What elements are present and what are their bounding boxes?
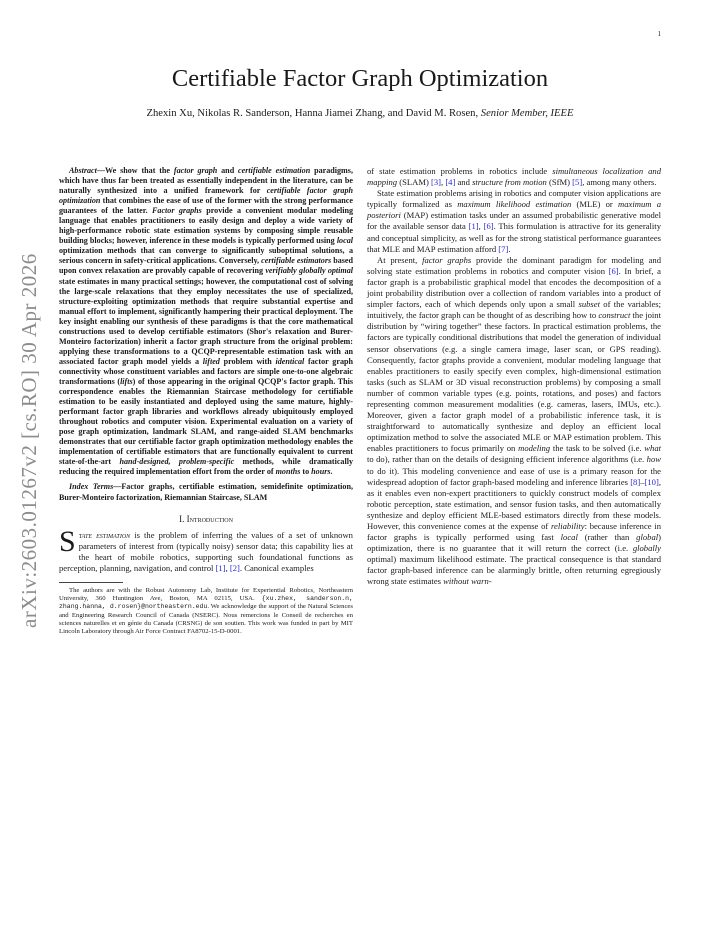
author-role: Senior Member, IEEE <box>480 108 574 119</box>
body-paragraph-1: of state estimation problems in robotics include simultaneous localization and mapping (SLAM) [3], [4] and structure from motion (SfM) [5], among many others. <box>367 166 662 188</box>
citation-link[interactable]: [7] <box>498 243 509 254</box>
author-footnote: The authors are with the Robust Autonomy Lab, Institute for Experiential Robotics, Northeastern University, 360 Huntington Ave, Boston, MA 02115, USA. {xu.zhex, sanderson.n, zhang.hanna, d.rosen}@northeastern.edu. We acknowledge the support of the Natural Sciences and Engineering Research Council of Canada (NSERC). Nous remercions le Conseil de recherches en sciences naturelles et en génie du Canada (CRSNG) de son soutien. This work was funded in part by MIT Lincoln Laboratory through Air Force Contract FA8702-15-D-0001. <box>59 586 353 635</box>
citation-link[interactable]: [1] <box>468 221 479 232</box>
body-paragraph-3: At present, factor graphs provide the dominant paradigm for modeling and solving state estimation problems in robotics and computer vision [6]. In brief, a factor graph is a probabilistic graphical model that encodes the decomposition of a joint probability distribution over a collection of random variables into a product of simpler factors, each of which depends only upon a small subset of the variables; intuitively, the factor graph can be thought of as describing how to construct the joint distribution by “wiring together” these factors. In practical estimation problems, the factors are typically conditional distributions that model the generation of individual sensor observations (e.g. a single camera image, laser scan, or GPS reading). Consequently, factor graphs provide a convenient, modular modeling language that enables practitioners to easily specify even complex, high-dimensional estimation tasks (such as SLAM or 3D visual reconstruction problems) by composing a small number of common variable types (e.g. points, rotations, and poses) and factors representing common measurement modalities (e.g. cameras, lasers, IMUs, etc.). Moreover, given a factor graph model of a probabilistic inference task, it is straightforward to automatically synthesize and deploy an efficient local optimization method to solve the associated MLE or MAP estimation problem. This enables practitioners to focus primarily on modeling the task to be solved (i.e. what to do), rather than on the details of designing efficient inference algorithms (i.e. how to do it). This modeling convenience and ease of use is a primary reason for the widespread adoption of factor graph-based modeling and inference libraries [8]–[10], as it enables even non-expert practitioners to quickly construct models of complex robotic perception, state estimation, and sensor fusion tasks, and then automatically synthesize and deploy efficient MLE-based estimators directly from these models. However, this convenience comes at the expense of reliability: because inference in factor graphs is typically performed using fast local (rather than global) optimization, there is no guarantee that it will return the correct (i.e. globally optimal) maximum likelihood estimate. The practical consequence is that standard factor graph-based inference can be alarmingly brittle, often returning egregiously wrong state estimates without warn- <box>367 254 662 587</box>
footnote-rule <box>59 582 123 583</box>
citation-link[interactable]: [6] <box>483 221 494 232</box>
citation-link[interactable]: [3] <box>430 177 442 188</box>
citation-link[interactable]: [1] <box>215 562 226 573</box>
citation-link[interactable]: [10] <box>644 476 659 487</box>
intro-paragraph: State estimation is the problem of inferring the values of a set of unknown parameters of interest from (typically noisy) sensor data; this capability lies at the heart of mobile robotics, supporting such foundational functions as perception, planning, navigation, and control [1], [2]. Canonical examples <box>59 524 353 573</box>
abstract: Abstract—We show that the factor graph and certifiable estimation paradigms, which have thus far been treated as essentially independent in the literature, can be naturally synthesized into a unified framework for certifiable factor graph optimization that combines the ease of use of the former with the strong performance guarantees of the latter. Factor graphs provide a convenient modular modeling language that enables practitioners to easily design and deploy a wide variety of high-performance robotic state estimation systems by composing simple reusable building blocks; however, inference in these models is typically performed using local optimization methods that can converge to significantly suboptimal solutions, a serious concern in safety-critical applications. Conversely, certifiable estimators based upon convex relaxation are provably capable of recovering verifiably globally optimal state estimates in many practical settings; however, the computational cost of solving the large-scale relaxations that they employ necessitates the use of specialized, structure-exploiting optimization methods that require substantial expertise and manual effort to implement, significantly hampering their practical deployment. The key insight enabling our synthesis of these paradigms is that the core mathematical constructions used to develop certifiable estimators (Shor's relaxation and Burer-Monteiro factorization) inherit a factor graph structure from the original problem: applying these transformations to a QCQP-representable estimation task with an associated factor graph model yields a lifted problem with identical factor graph connectivity whose constituent variables and factors are simple one-to-one algebraic transformations (lifts) of those appearing in the original QCQP's factor graph. This correspondence enables the Riemannian Staircase methodology for certifiable estimation to be easily instantiated and deployed using the same mature, highly-performant factor graph libraries and workflows already ubiquitously employed throughout robotics and computer vision. Experimental evaluation on a variety of pose graph optimization, landmark SLAM, and range-aided SLAM benchmarks demonstrates that our certifiable factor graph optimization methodology enables the implementation of certifiable estimators that are functionally equivalent to current state-of-the-art hand-designed, problem-specific methods, while dramatically reducing the required implementation effort from the order of months to hours. <box>59 166 354 477</box>
drop-cap: S <box>59 524 76 558</box>
citation-link[interactable]: [6] <box>608 265 619 276</box>
right-column <box>367 166 661 588</box>
author-line <box>0 107 720 121</box>
author-emails: {xu.zhex, sanderson.n, zhang.hanna, d.rosen}@northeastern.edu <box>59 595 353 611</box>
arxiv-stamp: arXiv:2603.01267v2 [cs.RO] 30 Apr 2026 <box>17 253 41 628</box>
citation-link[interactable]: [5] <box>572 177 583 188</box>
author-names: Zhexin Xu, Nikolas R. Sanderson, Hanna Jiamei Zhang, and David M. Rosen, <box>146 108 479 119</box>
index-terms: Index Terms—Factor graphs, certifiable estimation, semidefinite optimization, Burer-Monteiro factorization, Riemannian Staircase, SLAM <box>59 482 353 502</box>
left-column <box>59 166 353 636</box>
page-number: 1 <box>657 30 661 38</box>
citation-link[interactable]: [4] <box>445 177 456 188</box>
section-heading-introduction: I. Introduction <box>179 513 233 524</box>
citation-link[interactable]: [2] <box>229 562 240 573</box>
paper-title: Certifiable Factor Graph Optimization <box>171 65 549 92</box>
citation-link[interactable]: [8] <box>630 476 641 487</box>
body-paragraph-2: State estimation problems arising in robotics and computer vision applications are typically formalized as maximum likelihood estimation (MLE) or maximum a posteriori (MAP) estimation tasks under an assumed probabilistic generative model for the available sensor data [1], [6]. This formulation is attractive for its generality and conceptual simplicity, as well as for the strong statistical performance guarantees that MLE and MAP estimation afford [7]. <box>367 188 661 254</box>
